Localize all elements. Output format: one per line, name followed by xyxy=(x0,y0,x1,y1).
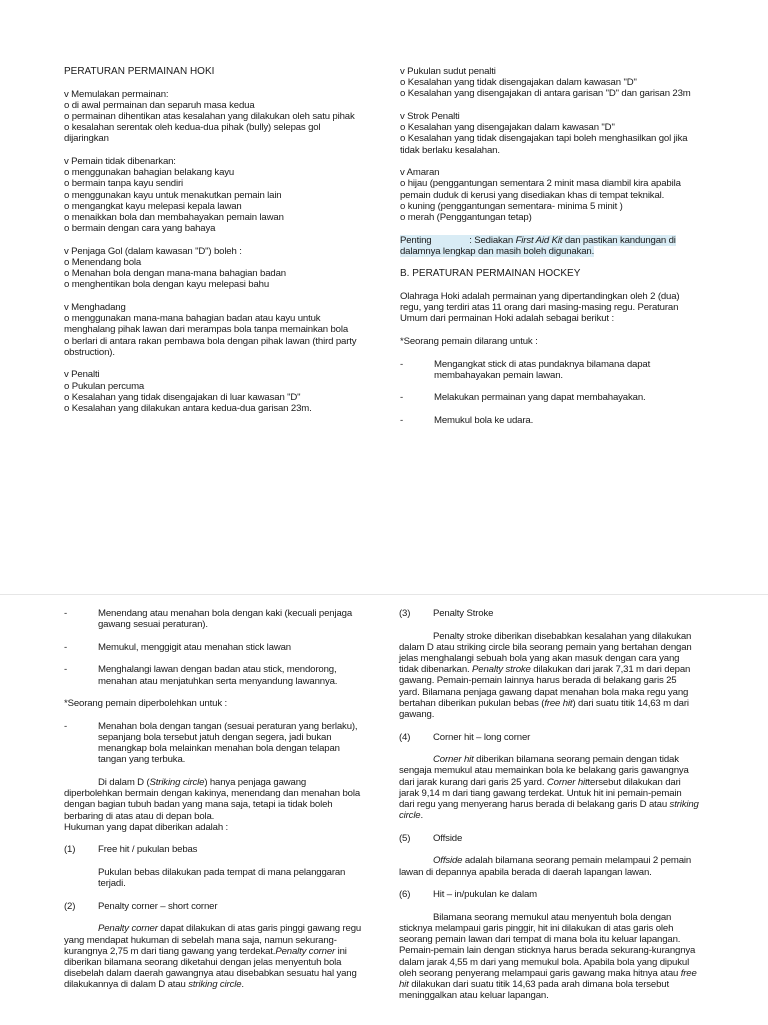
dash-item: - Mengangkat stick di atas pundaknya bilamana dapat membahayakan pemain lawan. xyxy=(400,358,651,381)
page2-right-column xyxy=(399,608,699,1001)
numbered-heading-long-corner: (4) Corner hit – long corner xyxy=(399,731,531,743)
dash-item: - Menendang atau menahan bola dengan kaki (kecuali penjaga gawang sesuai peraturan). xyxy=(64,608,353,631)
list-item: o permainan dihentikan atas kesalahan yang dilakukan oleh satu pihak xyxy=(64,111,355,122)
list-item: o Kesalahan yang dilakukan antara kedua-dua garisan 23m. xyxy=(64,403,312,415)
list-item: o kuning (penggantungan sementara- minima 5 minit ) xyxy=(400,200,623,212)
section-heading-amaran: v Amaran xyxy=(400,167,440,179)
list-item: o Menahan bola dengan mana-mana bahagian badan xyxy=(64,268,286,280)
list-item: obstruction). xyxy=(64,346,115,358)
section-heading-memulakan: v Memulakan permainan: xyxy=(64,88,169,100)
list-item: o Kesalahan yang disengajakan dalam kawasan "D" xyxy=(400,122,615,134)
section-heading-penalti: v Penalti xyxy=(64,369,100,381)
list-item: o merah (Penggantungan tetap) xyxy=(400,212,532,224)
list-item: o Kesalahan yang disengajakan di antara garisan "D" dan garisan 23m xyxy=(400,88,691,100)
list-item: o Pukulan percuma xyxy=(64,380,145,392)
numbered-heading-penalty-corner: (2) Penalty corner – short corner xyxy=(64,900,218,912)
list-item: o menggunakan bahagian belakang kayu xyxy=(64,167,235,179)
important-note-text: Penting : Sediakan First Aid Kit dan pastikan kandungan di dalamnya lengkap dan masih boleh digunakan. xyxy=(400,234,676,257)
list-item: o mengangkat kayu melepasi kepala lawan xyxy=(64,200,242,212)
numbered-heading-penalty-stroke: (3) Penalty Stroke xyxy=(399,608,494,619)
list-item: o menaikkan bola dan membahayakan pemain lawan xyxy=(64,212,284,224)
section-heading-strok-penalti: v Strok Penalti xyxy=(400,111,460,122)
intro-paragraph: Olahraga Hoki adalah permainan yang dipertandingkan oleh 2 (dua) regu, yang terdiri atas 11 orang dari masing-masing regu. Peraturan Umum dari permainan Hoki adalah sebagai berikut : xyxy=(400,291,680,325)
list-item: o bermain tanpa kayu sendiri xyxy=(64,178,183,190)
dash-item: - Melakukan permainan yang dapat membahayakan. xyxy=(400,392,646,404)
free-hit-paragraph: Pukulan bebas dilakukan pada tempat di mana pelanggaran terjadi. xyxy=(98,866,346,890)
dash-item: - Memukul, menggigit atau menahan stick lawan xyxy=(64,641,291,653)
penalty-stroke-paragraph: Penalty stroke diberikan disebabkan kesalahan yang dilakukan dalam D atau striking circle bila seorang pemain yang bertahan dengan jelas menghalangi sebuah bola yang akan masuk dengan cara yang tidak dibenarkan. Penalty stroke dilakukan dari jarak 7,31 m dari depan gawang. Pemain-pemain lainnya harus berada di belakang garis 25 yard. Bilamana penjaga gawang dapat menahan bola maka regu yang bertahan diberikan pukulan bebas (free hit) dari suatu titik 14,63 m dari gawang. xyxy=(399,630,692,721)
penalty-corner-paragraph: Penalty corner dapat dilakukan di atas garis pinggi gawang regu yang mendapat hukuman di sebelah mana saja, namun sekurang-kurangnya 2,75 m dari tiang gawang yang terdekat.Penalty corner ini diberikan bilamana seorang diketahui dengan jelas menyentuh bola disebelah dalam daerah gawangnya atau disebabkan sesuatu hal yang dilakukannya di dalam D atau striking circle. xyxy=(64,923,362,991)
dash-item: - Memukul bola ke udara. xyxy=(400,414,534,426)
list-item: o menghentikan bola dengan kayu melepasi bahu xyxy=(64,279,270,291)
list-item: o Kesalahan yang tidak disengajakan di luar kawasan "D" xyxy=(64,391,301,403)
list-item: o di awal permainan dan separuh masa kedua xyxy=(64,99,255,111)
important-note xyxy=(400,235,696,257)
dilarang-heading: *Seorang pemain dilarang untuk : xyxy=(400,336,538,347)
document-page-2 xyxy=(0,594,768,1025)
section-heading-menghadang: v Menghadang xyxy=(64,302,126,314)
dalam-d-paragraph: Di dalam D (Striking circle) hanya penjaga gawang diperbolehkan bermain dengan kakinya, menendang dan menahan bola dengan bagian tubuh badan yang mana saja, tetapi ia tidak boleh berbaring di atas atau di depan bola. xyxy=(64,776,361,822)
hit-in-paragraph: Bilamana seorang memukul atau menyentuh bola dengan sticknya melampaui garis pinggir, hit ini dilakukan di atas garis oleh seorang pemain lawan dari tempat di mana bola itu keluar lapangan. Pemain-pemain lain dengan sticknya harus berada sekurang-kurangnya dalam jarak 4,55 m dari yang memukul bola. Apabila bola yang dipukul oleh seorang penyerang melampaui garis gawang maka hitnya atau free hit dilakukan dari suatu titik 14,63 pada arah dimana bola tersebut meninggalkan atau keluar lapangan. xyxy=(399,911,697,1002)
list-item: o Menendang bola xyxy=(64,257,142,269)
section-title-b: B. PERATURAN PERMAINAN HOCKEY xyxy=(400,268,581,280)
long-corner-paragraph: Corner hit diberikan bilamana seorang pemain dengan tidak sengaja memukul atau memainkan bola ke belakang garis gawangnya dari jarak kurang dari garis 25 yard. Corner hittersebut dilakukan dari jarak 9,14 m dari tiang gawang terdekat. Untuk hit ini pemain-pemain dari regu yang menyerang harus berada di belakang garis D atau striking circle. xyxy=(399,754,699,822)
section-heading-penjaga-gol: v Penjaga Gol (dalam kawasan "D") boleh : xyxy=(64,245,242,257)
list-item: o Kesalahan yang tidak disengajakan tapi boleh menghasilkan gol jika xyxy=(400,133,688,145)
page1-left-column xyxy=(64,66,357,415)
list-item: o berlari di antara rakan pembawa bola dengan pihak lawan (third party xyxy=(64,335,357,347)
numbered-heading-free-hit: (1) Free hit / pukulan bebas xyxy=(64,844,198,856)
numbered-heading-offside: (5) Offside xyxy=(399,832,463,844)
list-item: o hijau (penggantungan sementara 2 minit masa diambil kira apabila xyxy=(400,178,681,190)
list-item: o menggunakan mana-mana bahagian badan atau kayu untuk xyxy=(64,313,321,325)
list-item: o Kesalahan yang tidak disengajakan dalam kawasan "D" xyxy=(400,77,637,89)
hukuman-heading: Hukuman yang dapat diberikan adalah : xyxy=(64,821,229,833)
dash-item: - Menghalangi lawan dengan badan atau stick, mendorong, menahan atau menjatuhkan serta menyandung lawannya. xyxy=(64,664,338,687)
doc-title: PERATURAN PERMAINAN HOKI xyxy=(64,66,215,77)
section-heading-tidak-dibenarkan: v Pemain tidak dibenarkan: xyxy=(64,156,176,167)
section-heading-pukulan-sudut: v Pukulan sudut penalti xyxy=(400,66,496,77)
page1-right-column xyxy=(400,66,696,426)
list-item: o bermain dengan cara yang bahaya xyxy=(64,223,216,235)
list-item: dijaringkan xyxy=(64,133,109,145)
list-item: tidak berlaku kesalahan. xyxy=(400,144,500,156)
list-item: menghalang pihak lawan dari merampas bola tanpa memainkan bola xyxy=(64,324,349,336)
dash-item: - Menahan bola dengan tangan (sesuai peraturan yang berlaku), sepanjang bola tersebut jatuh dengan segera, jadi bukan menangkap bola melainkan menahan bola dengan telapan tangan yang terbuka. xyxy=(64,720,358,766)
page2-left-column xyxy=(64,608,364,991)
boleh-heading: *Seorang pemain diperbolehkan untuk : xyxy=(64,698,227,710)
list-item: o menggunakan kayu untuk menakutkan pemain lain xyxy=(64,189,282,201)
list-item: pemain duduk di kerusi yang disediakan khas di tempat teknikal. xyxy=(400,189,665,201)
numbered-heading-hit-in: (6) Hit – in/pukulan ke dalam xyxy=(399,889,537,901)
list-item: o kesalahan serentak oleh kedua-dua pihak (bully) selepas gol xyxy=(64,122,321,134)
offside-paragraph: Offside adalah bilamana seorang pemain melampaui 2 pemain lawan di depannya apabila berada di daerah lapangan lawan. xyxy=(399,855,692,878)
